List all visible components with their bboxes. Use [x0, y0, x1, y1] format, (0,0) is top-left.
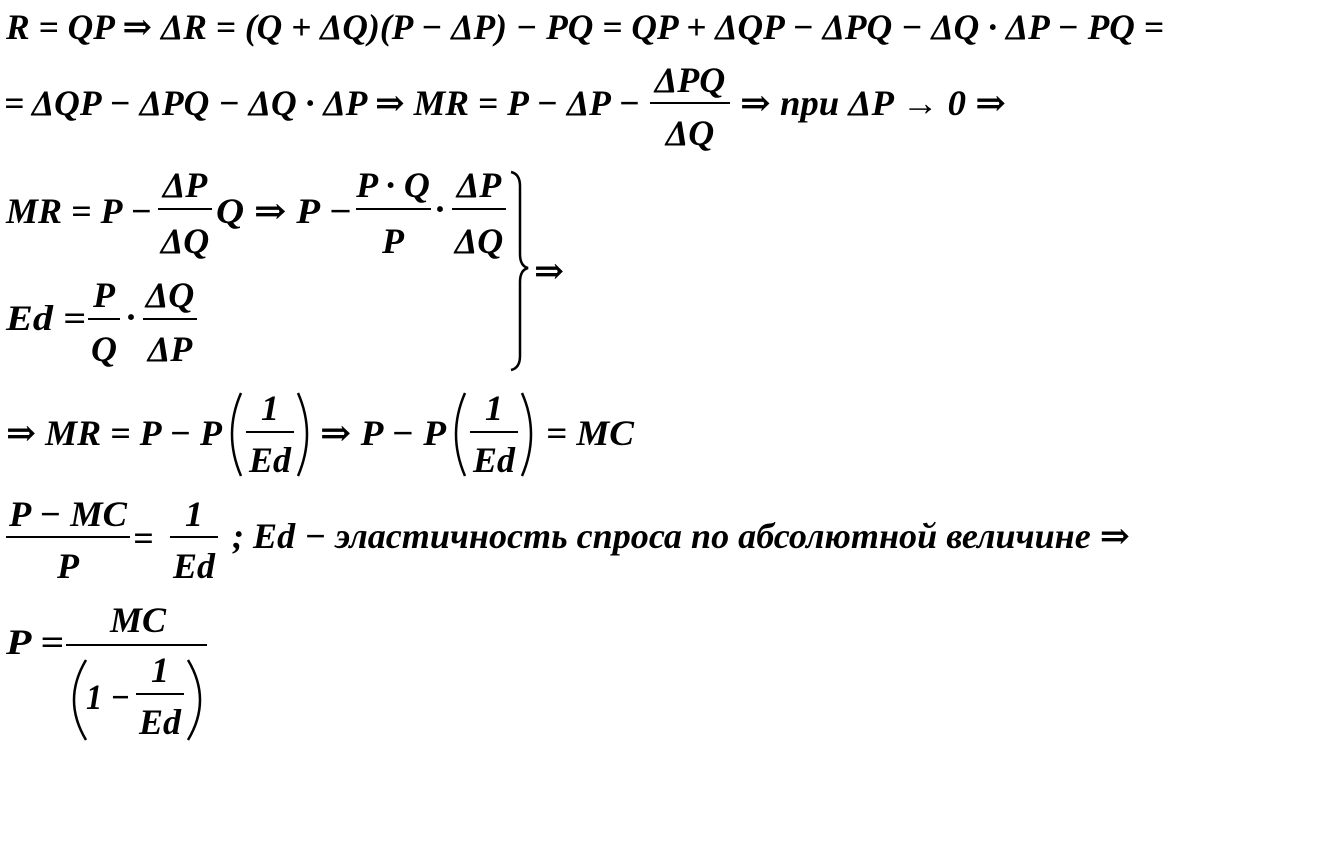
fraction-numerator: 1 — [151, 650, 169, 690]
fraction-denominator: ΔQ — [454, 221, 504, 261]
elasticity-definition: ; Ed − эластичность спроса по абсолютной величине ⇒ — [232, 516, 1130, 556]
left-paren — [232, 393, 241, 476]
marginal-revenue-expansion: = ΔQP − ΔPQ − ΔQ · ΔP ⇒ MR = P − ΔP − — [4, 83, 640, 123]
price-formula-lead: P = — [4, 622, 64, 662]
fraction-numerator: 1 — [485, 388, 503, 428]
fraction-denominator: ΔQ — [665, 113, 715, 153]
fraction-numerator: ΔPQ — [654, 60, 726, 100]
fraction-numerator: P · Q — [356, 165, 430, 205]
fraction-numerator: ΔQ — [145, 275, 195, 315]
revenue-change-equation: R = QP ⇒ ΔR = (Q + ΔQ)(P − ΔP) − PQ = QP + ΔQP − ΔPQ − ΔQ · ΔP − PQ = — [5, 7, 1165, 47]
right-paren — [522, 393, 531, 476]
fraction-denominator: ΔQ — [160, 221, 210, 261]
left-paren — [74, 660, 86, 740]
marginal-revenue-lead: MR = P − — [5, 191, 152, 231]
marginal-revenue-elasticity-middle: ⇒ P − P — [320, 413, 448, 453]
right-paren — [188, 660, 200, 740]
fraction-numerator: MC — [109, 600, 167, 640]
fraction-denominator: Ed — [138, 702, 182, 742]
left-paren — [456, 393, 465, 476]
fraction-numerator: 1 — [185, 494, 203, 534]
right-brace — [511, 172, 528, 370]
brace-implies-arrow: ⇒ — [534, 251, 565, 291]
one-minus: 1 − — [86, 677, 130, 717]
fraction-denominator: ΔP — [147, 329, 193, 369]
fraction-numerator: 1 — [261, 388, 279, 428]
fraction-numerator: ΔP — [162, 165, 208, 205]
right-paren — [298, 393, 307, 476]
marginal-revenue-elasticity-lead: ⇒ MR = P − P — [6, 413, 223, 453]
fraction-denominator: P — [382, 221, 404, 261]
fraction-denominator: Q — [91, 329, 117, 369]
fraction-numerator: P − MC — [7, 494, 128, 534]
fraction-denominator: Ed — [248, 440, 292, 480]
multiply-dot: · — [433, 189, 447, 229]
fraction-numerator: P — [93, 275, 115, 315]
equals-sign: = — [133, 518, 154, 558]
elasticity-lead: Ed = — [4, 298, 87, 338]
fraction-denominator: P — [57, 546, 79, 586]
marginal-revenue-middle: Q ⇒ P − — [216, 191, 352, 231]
fraction-denominator: Ed — [172, 546, 216, 586]
limit-condition: ⇒ при ΔP → 0 ⇒ — [740, 83, 1006, 123]
multiply-dot: · — [124, 297, 138, 337]
marginal-cost-equality: = MC — [546, 413, 636, 453]
fraction-numerator: ΔP — [456, 165, 502, 205]
fraction-denominator: Ed — [472, 440, 516, 480]
